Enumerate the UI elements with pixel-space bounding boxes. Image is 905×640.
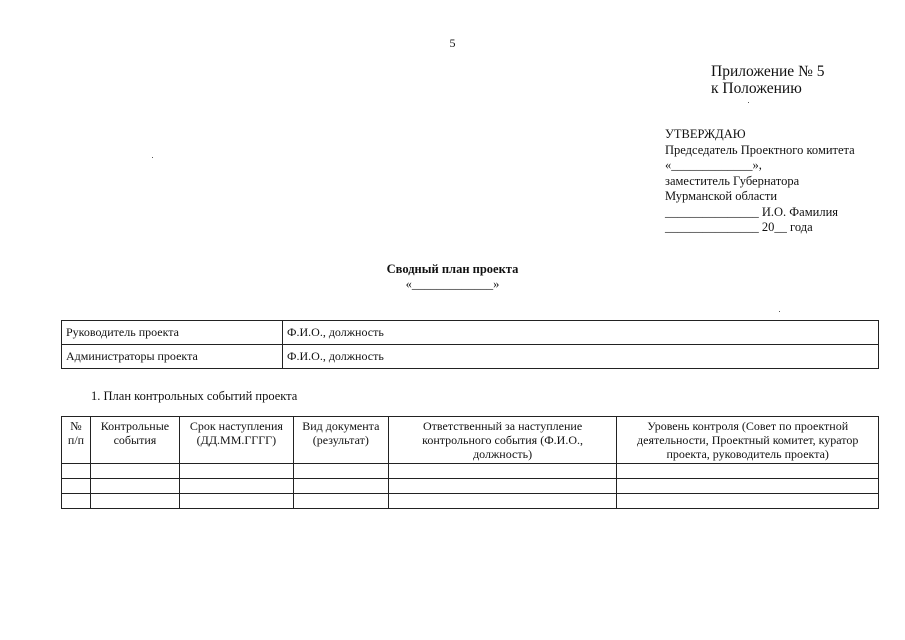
title-main: Сводный план проекта <box>386 262 519 276</box>
table-cell <box>293 494 388 509</box>
table-row <box>62 479 879 494</box>
page-number: 5 <box>449 36 456 50</box>
info-label: Администраторы проекта <box>62 345 283 369</box>
table-cell <box>388 479 617 494</box>
appendix-block <box>711 63 824 97</box>
info-value: Ф.И.О., должность <box>283 321 879 345</box>
table-cell <box>388 494 617 509</box>
table-cell <box>62 479 91 494</box>
events-column-header: Уровень контроля (Совет по проектной деятельности, Проектный комитет, куратор проекта, руководитель проекта) <box>617 417 879 464</box>
table-cell <box>617 464 879 479</box>
section-heading: 1. План контрольных событий проекта <box>91 389 298 403</box>
info-label: Руководитель проекта <box>62 321 283 345</box>
info-row <box>62 345 879 369</box>
project-info-table <box>61 320 879 369</box>
approval-heading: УТВЕРЖДАЮ <box>665 127 746 141</box>
events-column-header: Вид документа (результат) <box>293 417 388 464</box>
appendix-line-2: к Положению <box>711 80 802 97</box>
events-column-header: № п/п <box>62 417 91 464</box>
table-cell <box>62 464 91 479</box>
approval-line-1: Председатель Проектного комитета <box>665 142 855 157</box>
events-header-row <box>62 417 879 464</box>
table-cell <box>90 494 179 509</box>
events-column-header: Контрольные события <box>90 417 179 464</box>
scan-speck <box>152 157 153 158</box>
approval-line-3: заместитель Губернатора <box>665 173 800 188</box>
table-cell <box>179 479 293 494</box>
table-cell <box>62 494 91 509</box>
document-title <box>0 262 905 292</box>
appendix-line-1: Приложение № 5 <box>711 63 825 80</box>
scan-speck <box>779 311 780 312</box>
table-cell <box>293 464 388 479</box>
table-cell <box>179 464 293 479</box>
approval-line-2: «_____________», <box>665 158 762 172</box>
table-cell <box>90 479 179 494</box>
table-row <box>62 494 879 509</box>
scan-speck <box>748 102 749 103</box>
events-column-header: Ответственный за наступление контрольного события (Ф.И.О., должность) <box>388 417 617 464</box>
table-cell <box>179 494 293 509</box>
table-cell <box>617 494 879 509</box>
table-cell <box>90 464 179 479</box>
control-events-table <box>61 416 879 509</box>
approval-line-6: _______________ 20__ года <box>665 220 813 234</box>
info-row <box>62 321 879 345</box>
events-column-header: Срок наступления (ДД.ММ.ГГГГ) <box>179 417 293 464</box>
table-cell <box>388 464 617 479</box>
table-row <box>62 464 879 479</box>
title-sub: «_____________» <box>405 277 500 291</box>
info-value: Ф.И.О., должность <box>283 345 879 369</box>
table-cell <box>293 479 388 494</box>
approval-block <box>665 127 855 236</box>
approval-line-5: _______________ И.О. Фамилия <box>665 204 839 219</box>
approval-line-4: Мурманской области <box>665 189 778 203</box>
table-cell <box>617 479 879 494</box>
